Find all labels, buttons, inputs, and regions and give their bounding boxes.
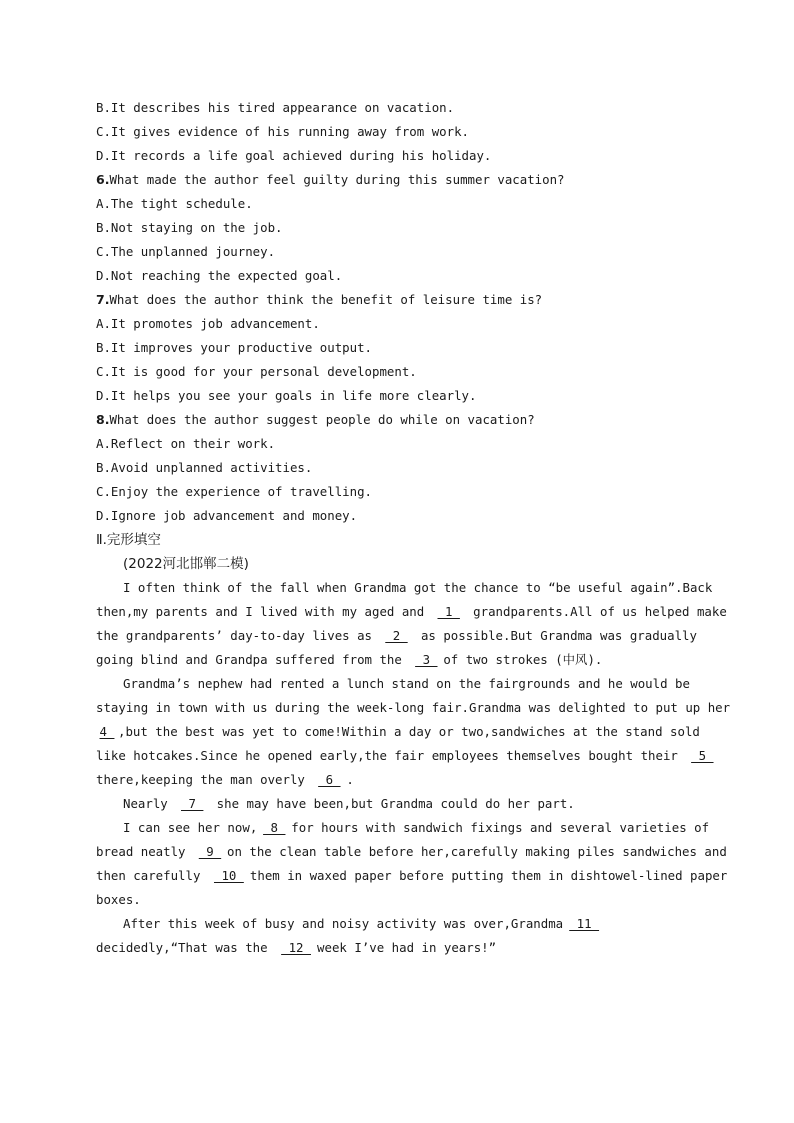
cloze-line: I often think of the fall when Grandma got the chance to “be useful again”.Back — [123, 580, 713, 595]
cloze-text: bread neatly — [96, 844, 193, 859]
blank-1: 1 — [437, 604, 460, 619]
blank-2: 2 — [385, 628, 408, 643]
cloze-text: of two strokes (中风). — [443, 652, 603, 667]
option: D.Not reaching the expected goal. — [96, 268, 343, 283]
blank-3: 3 — [415, 652, 438, 667]
cloze-text: week I’ve had in years!” — [317, 940, 497, 955]
blank-11: 11 — [569, 916, 600, 931]
section-title: Ⅱ.完形填空 — [96, 532, 161, 548]
cloze-line — [96, 648, 696, 672]
option: B.Not staying on the job. — [96, 220, 283, 235]
question-text: What does the author suggest people do while on vacation? — [109, 412, 535, 427]
question-number: 7. — [96, 292, 110, 307]
option: B.It describes his tired appearance on vacation. — [96, 100, 455, 115]
option: D.Ignore job advancement and money. — [96, 508, 358, 523]
option: C.Enjoy the experience of travelling. — [96, 484, 373, 499]
cloze-text: as possible.But Grandma was gradually — [413, 628, 697, 643]
blank-10: 10 — [213, 868, 244, 883]
cloze-text: then,my parents and I lived with my aged and — [96, 604, 432, 619]
cloze-line — [96, 840, 727, 864]
cloze-text: . — [346, 772, 354, 787]
cloze-text: going blind and Grandpa suffered from the — [96, 652, 410, 667]
cloze-text: grandparents.All of us helped make — [465, 604, 727, 619]
cloze-text: she may have been,but Grandma could do her part. — [209, 796, 575, 811]
question-number: 6. — [96, 172, 110, 187]
option: D.It records a life goal achieved during his holiday. — [96, 148, 492, 163]
cloze-line — [96, 816, 710, 840]
cloze-line — [96, 864, 728, 888]
blank-4: 4 — [99, 724, 115, 739]
cloze-text: I can see her now, — [123, 820, 258, 835]
blank-5: 5 — [691, 748, 714, 763]
blank-6: 6 — [318, 772, 341, 787]
option: C.The unplanned journey. — [96, 244, 276, 259]
question-text: What does the author think the benefit of leisure time is? — [109, 292, 543, 307]
question-8 — [96, 408, 696, 432]
option: A.The tight schedule. — [96, 196, 253, 211]
cloze-text: on the clean table before her,carefully making piles sandwiches and — [226, 844, 727, 859]
blank-7: 7 — [181, 796, 204, 811]
blank-8: 8 — [263, 820, 286, 835]
cloze-line — [96, 792, 696, 816]
option: D.It helps you see your goals in life more clearly. — [96, 388, 477, 403]
cloze-line — [96, 624, 696, 648]
option: A.Reflect on their work. — [96, 436, 276, 451]
cloze-text: After this week of busy and noisy activity was over,Grandma — [123, 916, 564, 931]
cloze-text: decidedly,“That was the — [96, 940, 276, 955]
question-number: 8. — [96, 412, 110, 427]
blank-9: 9 — [198, 844, 222, 859]
cloze-text: Nearly — [123, 796, 176, 811]
cloze-line — [96, 744, 714, 768]
cloze-text: there,keeping the man overly — [96, 772, 313, 787]
cloze-line — [96, 600, 727, 624]
cloze-text: then carefully — [96, 868, 208, 883]
question-7 — [96, 288, 696, 312]
question-6 — [96, 168, 696, 192]
cloze-line — [96, 912, 696, 936]
option: C.It gives evidence of his running away from work. — [96, 124, 469, 139]
question-text: What made the author feel guilty during this summer vacation? — [109, 172, 565, 187]
option: A.It promotes job advancement. — [96, 316, 320, 331]
cloze-text: like hotcakes.Since he opened early,the fair employees themselves bought their — [96, 748, 686, 763]
section-source: (2022河北邯郸二模) — [123, 556, 249, 572]
blank-12: 12 — [281, 940, 311, 955]
document-page — [96, 96, 731, 960]
cloze-line — [96, 768, 696, 792]
cloze-line: boxes. — [96, 892, 141, 907]
cloze-text: the grandparents’ day-to-day lives as — [96, 628, 380, 643]
cloze-line: Grandma’s nephew had rented a lunch stand on the fairgrounds and he would be — [123, 676, 690, 691]
cloze-text: for hours with sandwich fixings and several varieties of — [291, 820, 710, 835]
cloze-line — [96, 720, 700, 744]
option: C.It is good for your personal development. — [96, 364, 417, 379]
cloze-line — [96, 936, 696, 960]
option: B.It improves your productive output. — [96, 340, 373, 355]
cloze-text: them in waxed paper before putting them in dishtowel-lined paper — [249, 868, 728, 883]
option: B.Avoid unplanned activities. — [96, 460, 313, 475]
cloze-line: staying in town with us during the week-long fair.Grandma was delighted to put up her — [96, 700, 731, 715]
cloze-text: ,but the best was yet to come!Within a day or two,sandwiches at the stand sold — [118, 724, 700, 739]
